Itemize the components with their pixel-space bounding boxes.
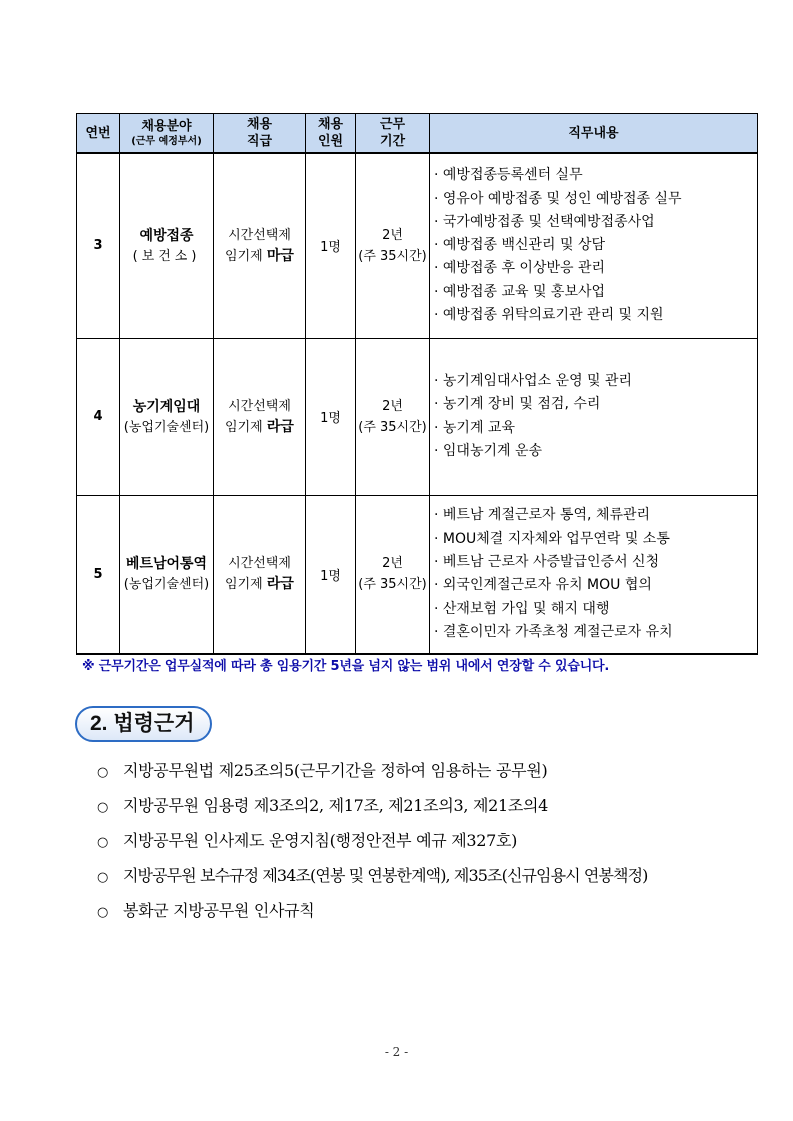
duty-item: · 예방접종 후 이상반응 관리: [434, 260, 606, 277]
duty-item: · 예방접종 교육 및 홍보사업: [434, 283, 606, 300]
grade-level: 라급: [266, 576, 294, 593]
table-row: [77, 495, 758, 654]
grade-prefix: 임기제: [225, 577, 263, 593]
row-period: [356, 153, 430, 338]
row-field: [120, 495, 214, 654]
period-hours: (주 35시간): [358, 577, 427, 593]
grade-line: [214, 417, 305, 438]
row-count: 1명: [306, 338, 356, 495]
circle-bullet-icon: ○: [97, 905, 109, 920]
header-no: 연번: [77, 114, 120, 154]
list-item: [97, 859, 647, 894]
field-dept: (농업기술센터): [123, 419, 210, 435]
row-duties: [430, 153, 758, 338]
list-item: [97, 789, 647, 824]
grade-type: 시간선택제: [228, 398, 291, 414]
header-count: [306, 114, 356, 154]
row-period: [356, 338, 430, 495]
law-text: 지방공무원 인사제도 운영지침(행정안전부 예규 제327호): [123, 831, 518, 850]
row-grade: [214, 153, 306, 338]
duty-item: · 베트남 근로자 사증발급인증서 신청: [434, 553, 660, 570]
period-years: 2년: [382, 398, 403, 414]
header-period: [356, 114, 430, 154]
duty-item: · MOU체결 지자체와 업무연락 및 소통: [434, 530, 670, 547]
law-text: 봉화군 지방공무원 인사규칙: [123, 901, 315, 920]
row-count: 1명: [306, 153, 356, 338]
header-grade: [214, 114, 306, 154]
grade-level: 마급: [266, 247, 294, 264]
duty-item: · 영유아 예방접종 및 성인 예방접종 실무: [434, 190, 682, 207]
duty-item: · 예방접종 백신관리 및 상담: [434, 237, 606, 254]
header-period-l2: 기간: [379, 134, 406, 149]
grade-prefix: 임기제: [225, 248, 263, 264]
grade-line: [214, 246, 305, 267]
period-years: 2년: [382, 227, 403, 243]
circle-bullet-icon: ○: [97, 835, 109, 850]
field-name: 농기계임대: [132, 398, 201, 415]
row-number: 4: [77, 338, 120, 495]
row-number: 3: [77, 153, 120, 338]
period-hours: (주 35시간): [358, 248, 427, 264]
header-field: [120, 114, 214, 154]
header-count-l1: 채용: [317, 117, 344, 132]
table-row: [77, 153, 758, 338]
duty-item: · 농기계임대사업소 운영 및 관리: [434, 372, 633, 389]
grade-type: 시간선택제: [228, 556, 291, 572]
page-number: - 2 -: [384, 1045, 409, 1059]
header-field-label: 채용분야: [141, 118, 192, 134]
row-count: 1명: [306, 495, 356, 654]
row-field: [120, 338, 214, 495]
row-duties: [430, 338, 758, 495]
list-item: [97, 754, 647, 789]
legal-basis-list: [97, 754, 647, 929]
circle-bullet-icon: ○: [97, 870, 109, 885]
law-text: 지방공무원법 제25조의5(근무기간을 정하여 임용하는 공무원): [123, 761, 548, 780]
field-dept: (농업기술센터): [123, 577, 210, 593]
duty-item: · 예방접종등록센터 실무: [434, 167, 583, 184]
circle-bullet-icon: ○: [97, 800, 109, 815]
duty-item: · 임대농기계 운송: [434, 442, 543, 459]
header-period-l1: 근무: [379, 117, 406, 132]
grade-type: 시간선택제: [228, 227, 291, 243]
row-grade: [214, 338, 306, 495]
grade-prefix: 임기제: [225, 419, 263, 435]
duty-item: · 결혼이민자 가족초청 계절근로자 유치: [434, 623, 673, 640]
header-grade-l2: 직급: [246, 134, 273, 149]
law-text: 지방공무원 임용령 제3조의2, 제17조, 제21조의3, 제21조의4: [123, 796, 549, 815]
duty-item: · 산재보험 가입 및 해지 대행: [434, 600, 610, 617]
duty-item: · 베트남 계절근로자 통역, 체류관리: [434, 507, 651, 524]
period-years: 2년: [382, 556, 403, 572]
recruitment-table: [76, 113, 758, 655]
table-header-row: [77, 114, 758, 154]
row-duties: [430, 495, 758, 654]
duty-item: · 농기계 장비 및 점검, 수리: [434, 396, 601, 413]
row-field: [120, 153, 214, 338]
section-title-badge: 2. 법령근거: [75, 706, 212, 742]
grade-level: 라급: [266, 418, 294, 435]
term-extension-note: ※ 근무기간은 업무실적에 따라 총 임용기간 5년을 넘지 않는 범위 내에서 연장할 수 있습니다.: [82, 659, 610, 674]
header-duties: 직무내용: [430, 114, 758, 154]
law-text: 지방공무원 보수규정 제34조(연봉 및 연봉한계액), 제35조(신규임용시 연봉책정): [123, 866, 648, 885]
field-name: 예방접종: [139, 227, 194, 244]
table-row: [77, 338, 758, 495]
row-number: 5: [77, 495, 120, 654]
header-field-sub: (근무 예정부서): [131, 135, 202, 147]
field-name: 베트남어통역: [125, 556, 208, 573]
row-period: [356, 495, 430, 654]
duty-item: · 국가예방접종 및 선택예방접종사업: [434, 213, 655, 230]
row-grade: [214, 495, 306, 654]
duty-item: · 외국인계절근로자 유치 MOU 협의: [434, 577, 652, 594]
circle-bullet-icon: ○: [97, 765, 109, 780]
period-hours: (주 35시간): [358, 419, 427, 435]
list-item: [97, 824, 647, 859]
field-dept: (보건소): [132, 248, 201, 264]
duty-item: · 농기계 교육: [434, 419, 515, 436]
grade-line: [214, 574, 305, 595]
header-grade-l1: 채용: [246, 117, 273, 132]
duty-item: · 예방접종 위탁의료기관 관리 및 지원: [434, 306, 664, 323]
header-count-l2: 인원: [317, 134, 344, 149]
list-item: [97, 894, 647, 929]
